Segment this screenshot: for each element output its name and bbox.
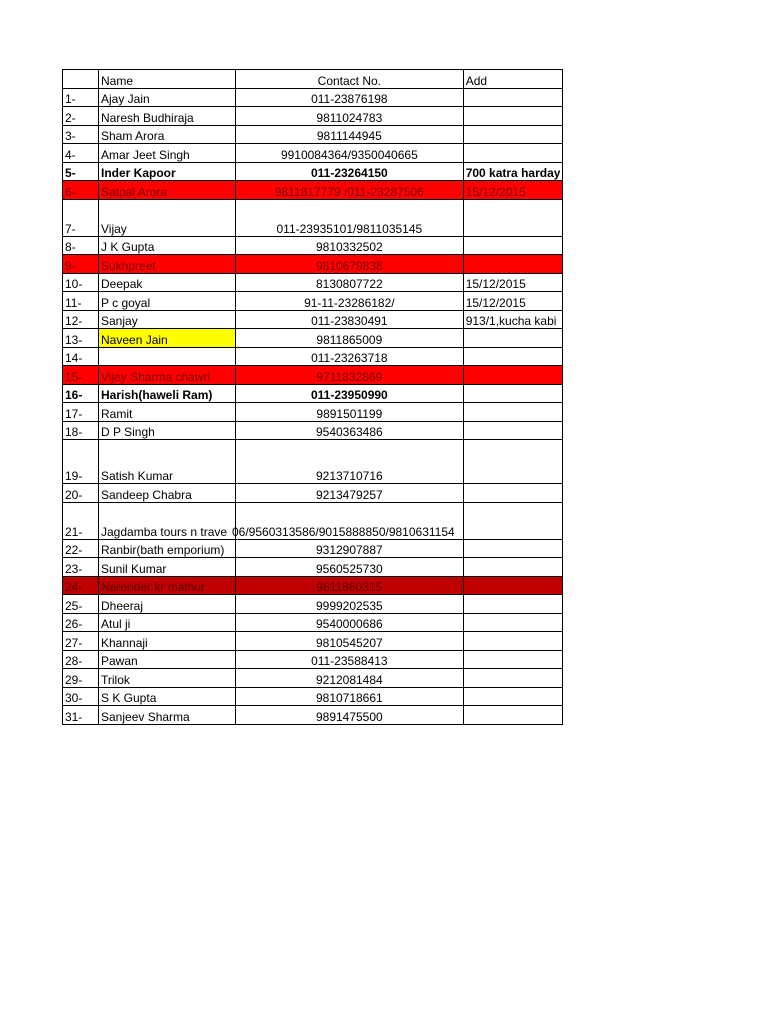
row-name[interactable]: Inder Kapoor [99, 162, 236, 181]
row-contact[interactable]: 011-23830491 [236, 310, 464, 329]
row-num[interactable]: 17- [63, 403, 99, 422]
row-name[interactable]: Sunil Kumar [99, 558, 236, 577]
table-row [63, 595, 563, 614]
row-num[interactable]: 22- [63, 539, 99, 558]
row-add[interactable] [463, 125, 563, 144]
row-num[interactable]: 11- [63, 292, 99, 311]
row-contact[interactable]: 011-23588413 [236, 650, 464, 669]
row-num[interactable]: 23- [63, 558, 99, 577]
table-row [63, 650, 563, 669]
row-contact[interactable]: 9811024783 [236, 107, 464, 126]
table-row [63, 669, 563, 688]
row-name[interactable]: Dheeraj [99, 595, 236, 614]
table-row [63, 236, 563, 255]
row-add[interactable] [463, 144, 563, 163]
row-contact[interactable]: 91-11-23286182/ [236, 292, 464, 311]
row-name[interactable]: Atul ji [99, 613, 236, 632]
row-num[interactable]: 10- [63, 273, 99, 292]
row-add[interactable] [463, 687, 563, 706]
table-row [63, 292, 563, 311]
row-add[interactable] [463, 576, 563, 595]
row-name[interactable]: Sukhpreet [99, 255, 236, 274]
row-name[interactable]: P c goyal [99, 292, 236, 311]
row-name-highlighted[interactable]: Naveen Jain [99, 329, 236, 348]
row-contact[interactable]: 9312907887 [236, 539, 464, 558]
row-add[interactable] [463, 88, 563, 107]
row-contact[interactable]: 9810545207 [236, 632, 464, 651]
row-name[interactable]: Satpal Arora [99, 181, 236, 200]
row-name[interactable]: Vijay [99, 199, 236, 236]
row-add[interactable] [463, 162, 563, 181]
row-name[interactable]: Ramit [99, 403, 236, 422]
row-num[interactable]: 16- [63, 384, 99, 403]
row-add[interactable] [463, 484, 563, 503]
table-row [63, 440, 563, 484]
row-contact[interactable]: 9810718661 [236, 687, 464, 706]
row-add[interactable] [463, 347, 563, 366]
table-row [63, 687, 563, 706]
row-add-text: 700 katra harday [465, 166, 561, 180]
table-row [63, 310, 563, 329]
row-add[interactable] [463, 310, 563, 329]
row-add[interactable] [463, 403, 563, 422]
row-add[interactable] [463, 595, 563, 614]
row-num[interactable]: 13- [63, 329, 99, 348]
header-num[interactable] [63, 70, 99, 89]
row-contact[interactable]: 9810332502 [236, 236, 464, 255]
row-num[interactable]: 25- [63, 595, 99, 614]
table-row-highlighted [63, 366, 563, 385]
table-row [63, 88, 563, 107]
row-name[interactable]: Khannaji [99, 632, 236, 651]
contact-table [62, 69, 563, 725]
row-contact[interactable]: 011-23263718 [236, 347, 464, 366]
table-row-highlighted [63, 181, 563, 200]
row-add[interactable] [463, 650, 563, 669]
row-name[interactable]: Deepak [99, 273, 236, 292]
row-num[interactable]: 8- [63, 236, 99, 255]
row-contact[interactable]: 011-23264150 [236, 162, 464, 181]
row-num[interactable]: 26- [63, 613, 99, 632]
row-num[interactable]: 18- [63, 421, 99, 440]
row-num[interactable]: 5- [63, 162, 99, 181]
table-row [63, 329, 563, 348]
row-num[interactable]: 29- [63, 669, 99, 688]
row-contact[interactable]: 9891501199 [236, 403, 464, 422]
table-row [63, 125, 563, 144]
row-num[interactable]: 6- [63, 181, 99, 200]
table-row [63, 199, 563, 236]
row-name[interactable]: Ranbir(bath emporium) [99, 539, 236, 558]
table-row [63, 484, 563, 503]
row-add[interactable] [463, 502, 563, 539]
table-row [63, 144, 563, 163]
table-row [63, 421, 563, 440]
header-name[interactable]: Name [99, 70, 236, 89]
row-contact[interactable]: 9811865009 [236, 329, 464, 348]
row-name[interactable] [99, 347, 236, 366]
row-contact[interactable]: 9891475500 [236, 706, 464, 725]
row-contact[interactable]: 011-23935101/9811035145 [236, 199, 464, 236]
table-row [63, 613, 563, 632]
row-contact[interactable]: 9811860315 [236, 576, 464, 595]
row-num[interactable]: 20- [63, 484, 99, 503]
row-contact[interactable]: 9910084364/9350040665 [236, 144, 464, 163]
row-contact[interactable]: 8130807722 [236, 273, 464, 292]
row-add[interactable] [463, 558, 563, 577]
table-row [63, 403, 563, 422]
table-row [63, 107, 563, 126]
table-row [63, 706, 563, 725]
row-add[interactable]: 15/12/2015 [463, 273, 563, 292]
row-name[interactable]: D P Singh [99, 421, 236, 440]
row-add[interactable]: 15/12/2015 [463, 292, 563, 311]
row-contact[interactable]: 011-23950990 [236, 384, 464, 403]
table-row [63, 273, 563, 292]
table-row [63, 558, 563, 577]
row-name[interactable]: Vijay Sharma chawri [99, 366, 236, 385]
row-name[interactable]: Sham Arora [99, 125, 236, 144]
row-num[interactable]: 7- [63, 199, 99, 236]
row-add[interactable] [463, 366, 563, 385]
row-contact[interactable]: 9212081484 [236, 669, 464, 688]
row-add[interactable] [463, 199, 563, 236]
row-contact[interactable]: 011-23876198 [236, 88, 464, 107]
row-num[interactable]: 14- [63, 347, 99, 366]
row-num[interactable]: 31- [63, 706, 99, 725]
row-name[interactable]: Harish(haweli Ram) [99, 384, 236, 403]
row-contact[interactable]: 9560525730 [236, 558, 464, 577]
row-contact[interactable]: 9213479257 [236, 484, 464, 503]
row-name[interactable]: Satish Kumar [99, 440, 236, 484]
header-contact[interactable]: Contact No. [236, 70, 464, 89]
row-add[interactable] [463, 329, 563, 348]
table-row [63, 502, 563, 539]
row-contact-text: 06/9560313586/9015888850/9810631154 [232, 524, 455, 539]
row-name-text: Jagdamba tours n trave [101, 524, 228, 539]
table-row [63, 384, 563, 403]
table-row [63, 539, 563, 558]
row-num[interactable]: 1- [63, 88, 99, 107]
row-contact[interactable]: 9999202535 [236, 595, 464, 614]
table-row [63, 347, 563, 366]
row-name[interactable]: Pawan [99, 650, 236, 669]
row-num[interactable]: 9- [63, 255, 99, 274]
row-contact[interactable]: 9811144945 [236, 125, 464, 144]
row-num[interactable]: 30- [63, 687, 99, 706]
row-add[interactable] [463, 421, 563, 440]
row-name[interactable] [99, 502, 236, 539]
row-add[interactable] [463, 107, 563, 126]
table-row [63, 162, 563, 181]
row-name[interactable]: S K Gupta [99, 687, 236, 706]
row-contact[interactable]: 9540363486 [236, 421, 464, 440]
row-contact[interactable]: 9213710716 [236, 440, 464, 484]
row-num[interactable]: 19- [63, 440, 99, 484]
row-add[interactable] [463, 539, 563, 558]
row-name[interactable]: Narender kr mathur [99, 576, 236, 595]
row-name[interactable]: J K Gupta [99, 236, 236, 255]
row-name[interactable]: Sanjay [99, 310, 236, 329]
row-num[interactable]: 21- [63, 502, 99, 539]
table-row [63, 632, 563, 651]
row-num[interactable]: 28- [63, 650, 99, 669]
row-contact[interactable]: 9711832869 [236, 366, 464, 385]
row-num[interactable]: 4- [63, 144, 99, 163]
row-name[interactable]: Sanjeev Sharma [99, 706, 236, 725]
row-add[interactable] [463, 632, 563, 651]
row-contact[interactable]: 9811817779 /011-23287506 [236, 181, 464, 200]
row-contact[interactable] [232, 502, 464, 539]
row-add[interactable] [463, 440, 563, 484]
row-add[interactable]: 15/12/2015 [463, 181, 563, 200]
row-num[interactable]: 15- [63, 366, 99, 385]
row-add-text: 913/1,kucha kabi [465, 314, 557, 328]
row-name[interactable]: Ajay Jain [99, 88, 236, 107]
table-row-highlighted [63, 576, 563, 595]
header-add[interactable]: Add [463, 70, 563, 89]
row-name[interactable]: Trilok [99, 669, 236, 688]
row-num[interactable]: 27- [63, 632, 99, 651]
row-contact[interactable]: 9810679838 [236, 255, 464, 274]
table-row-highlighted [63, 255, 563, 274]
header-row [63, 70, 563, 89]
row-name[interactable]: Sandeep Chabra [99, 484, 236, 503]
row-add[interactable] [463, 255, 563, 274]
row-add[interactable] [463, 384, 563, 403]
row-num[interactable]: 24- [63, 576, 99, 595]
row-name[interactable]: Naresh Budhiraja [99, 107, 236, 126]
row-add[interactable] [463, 613, 563, 632]
row-add[interactable] [463, 706, 563, 725]
row-name[interactable]: Amar Jeet Singh [99, 144, 236, 163]
row-add[interactable] [463, 669, 563, 688]
row-num[interactable]: 3- [63, 125, 99, 144]
row-contact[interactable]: 9540000686 [236, 613, 464, 632]
row-add[interactable] [463, 236, 563, 255]
row-num[interactable]: 2- [63, 107, 99, 126]
row-num[interactable]: 12- [63, 310, 99, 329]
